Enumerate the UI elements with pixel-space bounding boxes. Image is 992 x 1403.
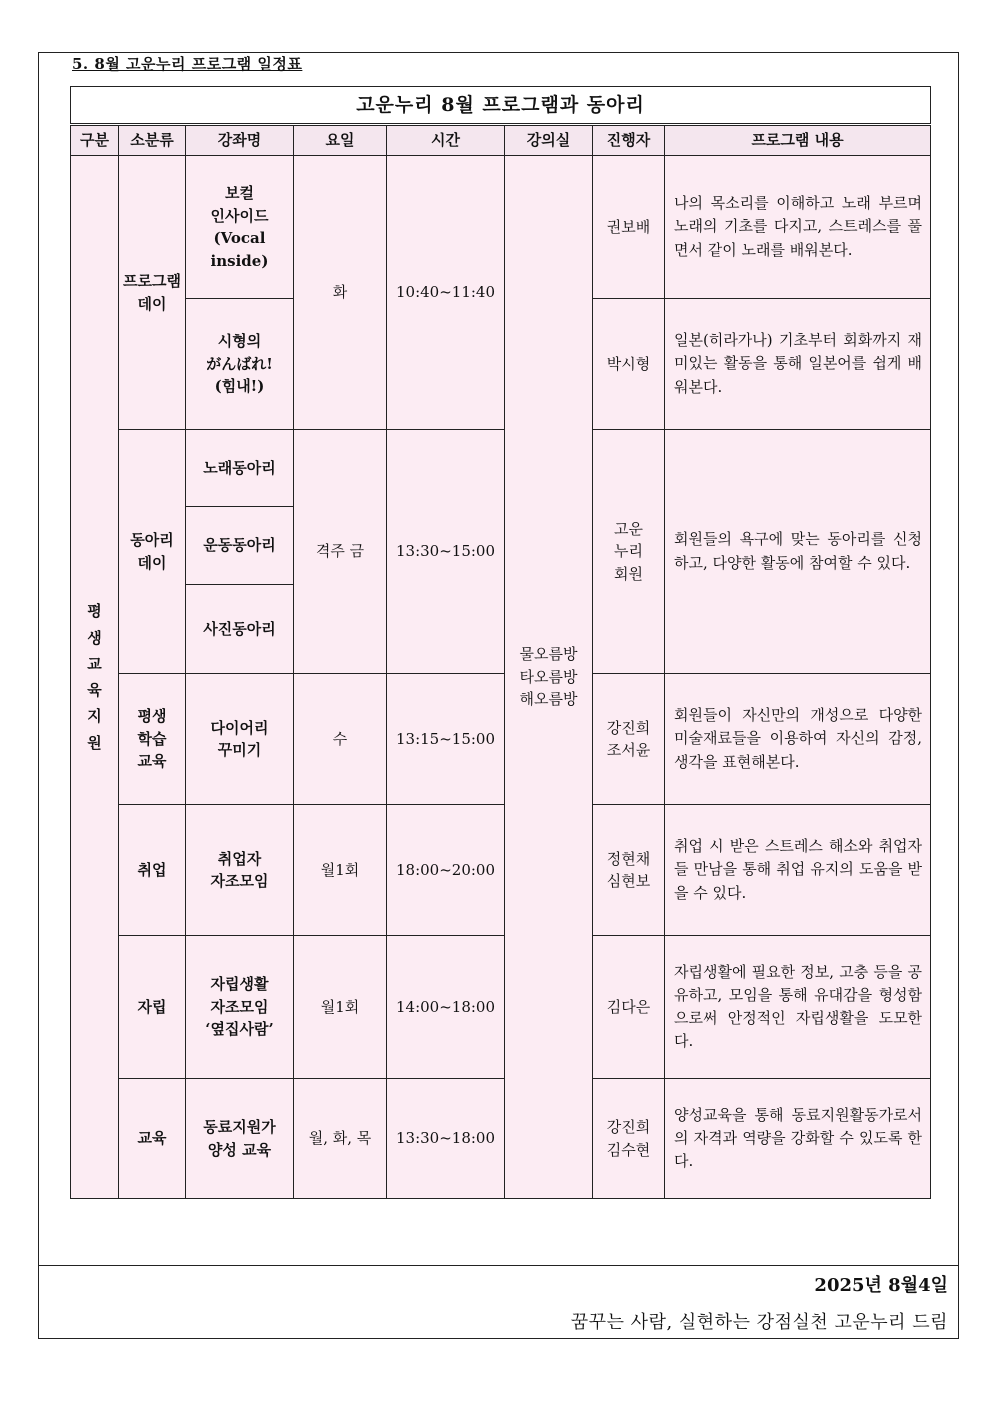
time-cell: 10:40~11:40 xyxy=(387,156,505,430)
header-room: 강의실 xyxy=(505,125,593,156)
content-cell: 회원들의 욕구에 맞는 동아리를 신청하고, 다양한 활동에 참여할 수 있다. xyxy=(665,430,931,674)
subcategory-cell xyxy=(119,674,186,805)
leader-line: 정현채 xyxy=(606,849,651,868)
room-line: 해오름방 xyxy=(519,690,578,709)
header-row xyxy=(71,125,931,156)
leader-cell: 김다은 xyxy=(593,936,665,1079)
header-content: 프로그램 내용 xyxy=(665,125,931,156)
course-cell: 운동동아리 xyxy=(186,507,294,585)
course-line: 동료지원가 xyxy=(203,1118,276,1136)
time-cell: 13:30~15:00 xyxy=(387,430,505,674)
subcategory-line: 평생 xyxy=(137,707,167,726)
subcategory-line: 데이 xyxy=(137,553,167,572)
course-line: (힘내!) xyxy=(214,377,265,396)
leader-line: 강진희 xyxy=(606,1118,651,1136)
course-cell xyxy=(186,1079,294,1199)
course-line: 자립생활 xyxy=(210,975,269,994)
course-cell xyxy=(186,805,294,936)
course-line: 인사이드 xyxy=(210,206,269,225)
course-line: 다이어리 xyxy=(210,718,269,737)
table-row xyxy=(71,1079,931,1199)
course-line: 꾸미기 xyxy=(217,741,262,759)
category-cell xyxy=(71,156,119,1199)
leader-line: 김수현 xyxy=(606,1140,651,1159)
leader-cell: 박시형 xyxy=(593,299,665,430)
subcategory-cell xyxy=(119,156,186,430)
subcategory-line: 프로그램 xyxy=(123,272,181,290)
subcategory-line: 학습 xyxy=(137,729,167,748)
day-cell: 수 xyxy=(294,674,387,805)
leader-line: 심현보 xyxy=(606,872,651,890)
course-cell xyxy=(186,299,294,430)
room-cell xyxy=(505,156,593,1199)
table-row xyxy=(71,674,931,805)
table-row xyxy=(71,156,931,299)
day-cell: 월1회 xyxy=(294,936,387,1079)
course-line: 자조모임 xyxy=(210,872,269,890)
course-line: inside) xyxy=(210,251,269,270)
leader-line: 조서윤 xyxy=(606,741,651,759)
course-cell: 사진동아리 xyxy=(186,585,294,674)
leader-cell xyxy=(593,430,665,674)
table-caption: 고운누리 8월 프로그램과 동아리 xyxy=(71,87,931,125)
content-cell: 나의 목소리를 이해하고 노래 부르며 노래의 기초를 다지고, 스트레스를 풀면서 같이 노래를 배워본다. xyxy=(665,156,931,299)
leader-cell: 권보배 xyxy=(593,156,665,299)
category-label: 평생교육지원 xyxy=(87,602,102,752)
room-line: 타오름방 xyxy=(519,667,578,686)
subcategory-line: 교육 xyxy=(137,752,167,771)
day-cell: 격주 금 xyxy=(294,430,387,674)
leader-line: 회원 xyxy=(614,564,643,583)
footer-signature: 꿈꾸는 사람, 실현하는 강점실천 고운누리 드림 xyxy=(570,1312,948,1333)
leader-line: 고운 xyxy=(614,519,643,538)
time-cell: 13:15~15:00 xyxy=(387,674,505,805)
subcategory-line: 동아리 xyxy=(130,531,174,549)
leader-cell xyxy=(593,1079,665,1199)
section-title: 5. 8월 고운누리 프로그램 일정표 xyxy=(72,55,303,73)
content-cell: 일본(히라가나) 기초부터 회화까지 재미있는 활동을 통해 일본어를 쉽게 배워본다. xyxy=(665,299,931,430)
content-cell: 회원들이 자신만의 개성으로 다양한 미술재료들을 이용하여 자신의 감정, 생각을 표현해본다. xyxy=(665,674,931,805)
room-line: 물오름방 xyxy=(519,645,578,664)
time-cell: 13:30~18:00 xyxy=(387,1079,505,1199)
course-cell xyxy=(186,156,294,299)
time-cell: 14:00~18:00 xyxy=(387,936,505,1079)
time-cell: 18:00~20:00 xyxy=(387,805,505,936)
footer-date: 2025년 8월4일 xyxy=(814,1275,948,1296)
header-course: 강좌명 xyxy=(186,125,294,156)
day-cell: 화 xyxy=(294,156,387,430)
header-leader: 진행자 xyxy=(593,125,665,156)
header-time: 시간 xyxy=(387,125,505,156)
subcategory-line: 데이 xyxy=(137,294,167,313)
schedule-table xyxy=(70,86,931,1199)
course-cell xyxy=(186,674,294,805)
table-row xyxy=(71,936,931,1079)
day-cell: 월, 화, 목 xyxy=(294,1079,387,1199)
course-line: がんばれ! xyxy=(206,354,273,373)
course-line: 양성 교육 xyxy=(207,1140,272,1159)
subcategory-cell xyxy=(119,430,186,674)
header-day: 요일 xyxy=(294,125,387,156)
header-category: 구분 xyxy=(71,125,119,156)
course-line: 시형의 xyxy=(217,332,262,351)
course-line: 자조모임 xyxy=(210,997,269,1016)
course-line: (Vocal xyxy=(213,229,266,247)
course-cell xyxy=(186,936,294,1079)
course-cell: 노래동아리 xyxy=(186,430,294,507)
subcategory-cell: 자립 xyxy=(119,936,186,1079)
leader-line: 강진희 xyxy=(606,718,651,737)
course-line: 취업자 xyxy=(217,849,262,868)
content-cell: 양성교육을 통해 동료지원활동가로서의 자격과 역량을 강화할 수 있도록 한다. xyxy=(665,1079,931,1199)
table-row xyxy=(71,430,931,507)
footer-divider xyxy=(38,1265,959,1266)
leader-line: 누리 xyxy=(614,542,643,561)
content-cell: 자립생활에 필요한 정보, 고충 등을 공유하고, 모임을 통해 유대감을 형성함으로써 안정적인 자립생활을 도모한다. xyxy=(665,936,931,1079)
leader-cell xyxy=(593,805,665,936)
course-line: ‘옆집사람’ xyxy=(205,1020,274,1039)
day-cell: 월1회 xyxy=(294,805,387,936)
table-row xyxy=(71,805,931,936)
content-cell: 취업 시 받은 스트레스 해소와 취업자들 만남을 통해 취업 유지의 도움을 받을 수 있다. xyxy=(665,805,931,936)
course-line: 보컬 xyxy=(225,184,254,202)
leader-cell xyxy=(593,674,665,805)
header-subcategory: 소분류 xyxy=(119,125,186,156)
subcategory-cell: 교육 xyxy=(119,1079,186,1199)
subcategory-cell: 취업 xyxy=(119,805,186,936)
